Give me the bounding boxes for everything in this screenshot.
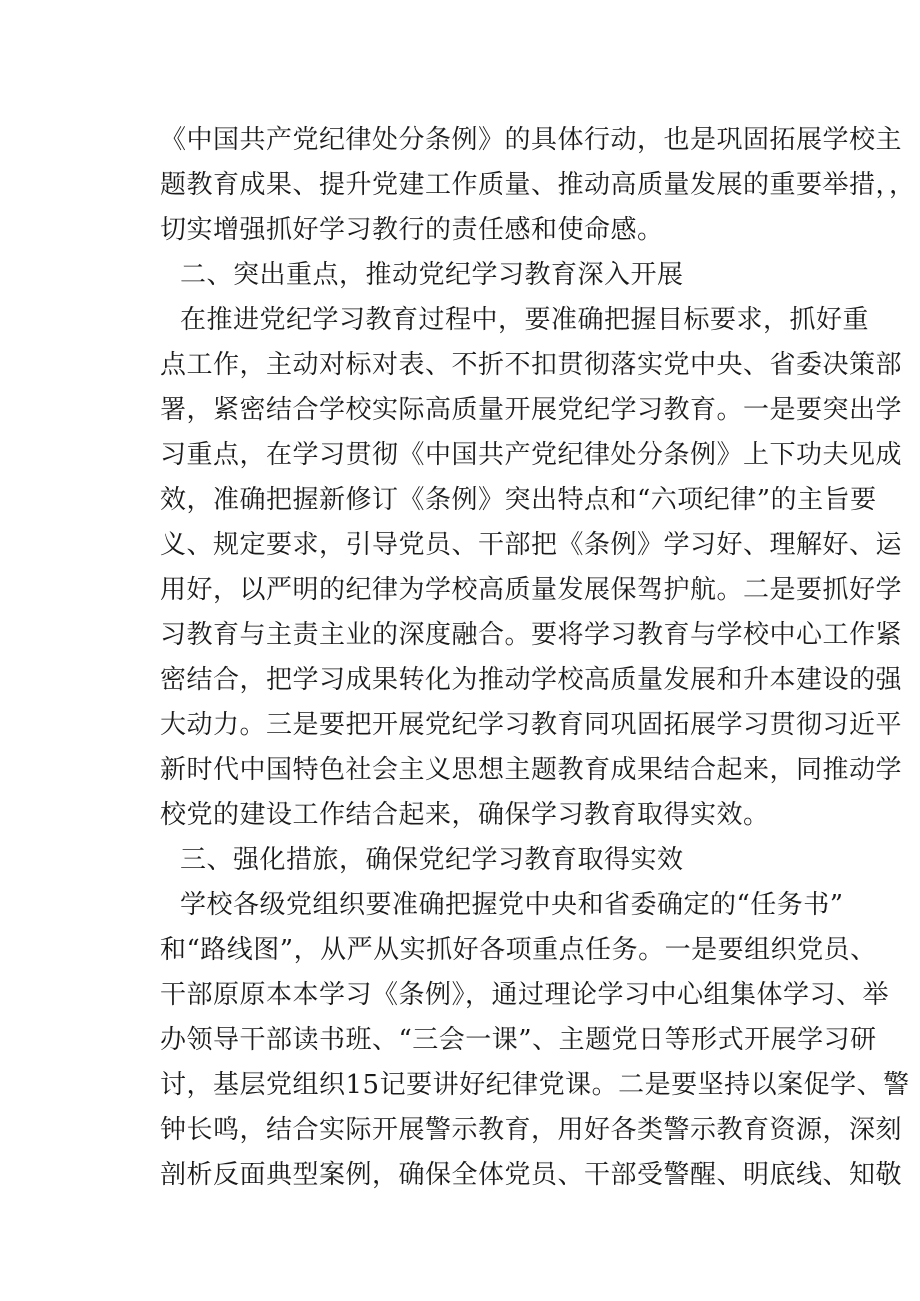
section-heading-2: 二、突出重点，推动党纪学习教育深入开展	[180, 260, 684, 290]
text-line: 办领导干部读书班、“三会一课”、主题党日等形式开展学习研	[160, 1025, 877, 1055]
text-line: 义、规定要求，引导党员、干部把《条例》学习好、理解好、运	[160, 530, 903, 560]
text-line: 剖析反面典型案例，确保全体党员、干部受警醒、明底线、知敬	[160, 1160, 903, 1190]
text-line-continuation: 《中国共产党纪律处分条例》的具体行动，也是巩固拓展学校主	[160, 125, 903, 155]
text-line: 校党的建设工作结合起来，确保学习教育取得实效。	[160, 800, 770, 830]
text-line: 讨，基层党组织15记要讲好纪律党课。二是要坚持以案促学、警	[160, 1070, 910, 1100]
document-body	[160, 118, 916, 1198]
text-line: 习教育与主责主业的深度融合。要将学习教育与学校中心工作紧	[160, 620, 903, 650]
text-line: 密结合，把学习成果转化为推动学校高质量发展和升本建设的强	[160, 665, 903, 695]
section-heading-3: 三、强化措旅，确保党纪学习教育取得实效	[180, 845, 684, 875]
text-line: 大动力。三是要把开展党纪学习教育同巩固拓展学习贯彻习近平	[160, 710, 903, 740]
paragraph-start: 学校各级党组织要准确把握党中央和省委确定的“任务书”	[180, 890, 844, 920]
text-line: 和“路线图”，从严从实抓好各项重点任务。一是要组织党员、	[160, 935, 877, 965]
text-line: 钟长鸣，结合实际开展警示教育，用好各类警示教育资源，深刻	[160, 1115, 903, 1145]
text-line: 习重点，在学习贯彻《中国共产党纪律处分条例》上下功夫见成	[160, 440, 903, 470]
text-line: 切实增强抓好学习教行的责任感和使命感。	[160, 215, 664, 245]
text-line: 用好，以严明的纪律为学校高质量发展保驾护航。二是要抓好学	[160, 575, 903, 605]
text-line: 题教育成果、提升党建工作质量、推动高质量发展的重要举措，，	[160, 170, 916, 200]
text-line: 新时代中国特色社会主义思想主题教育成果结合起来，同推动学	[160, 755, 903, 785]
text-line: 干部原原本本学习《条例》，通过理论学习中心组集体学习、举	[160, 980, 890, 1010]
text-line: 署，紧密结合学校实际高质量开展党纪学习教育。一是要突出学	[160, 395, 903, 425]
paragraph-start: 在推进党纪学习教育过程中，要准确把握目标要求，抓好重	[180, 305, 870, 335]
text-line: 点工作，主动对标对表、不折不扣贯彻落实党中央、省委决策部	[160, 350, 903, 380]
text-line: 效，准确把握新修订《条例》突出特点和“六项纪律”的主旨要	[160, 485, 877, 515]
